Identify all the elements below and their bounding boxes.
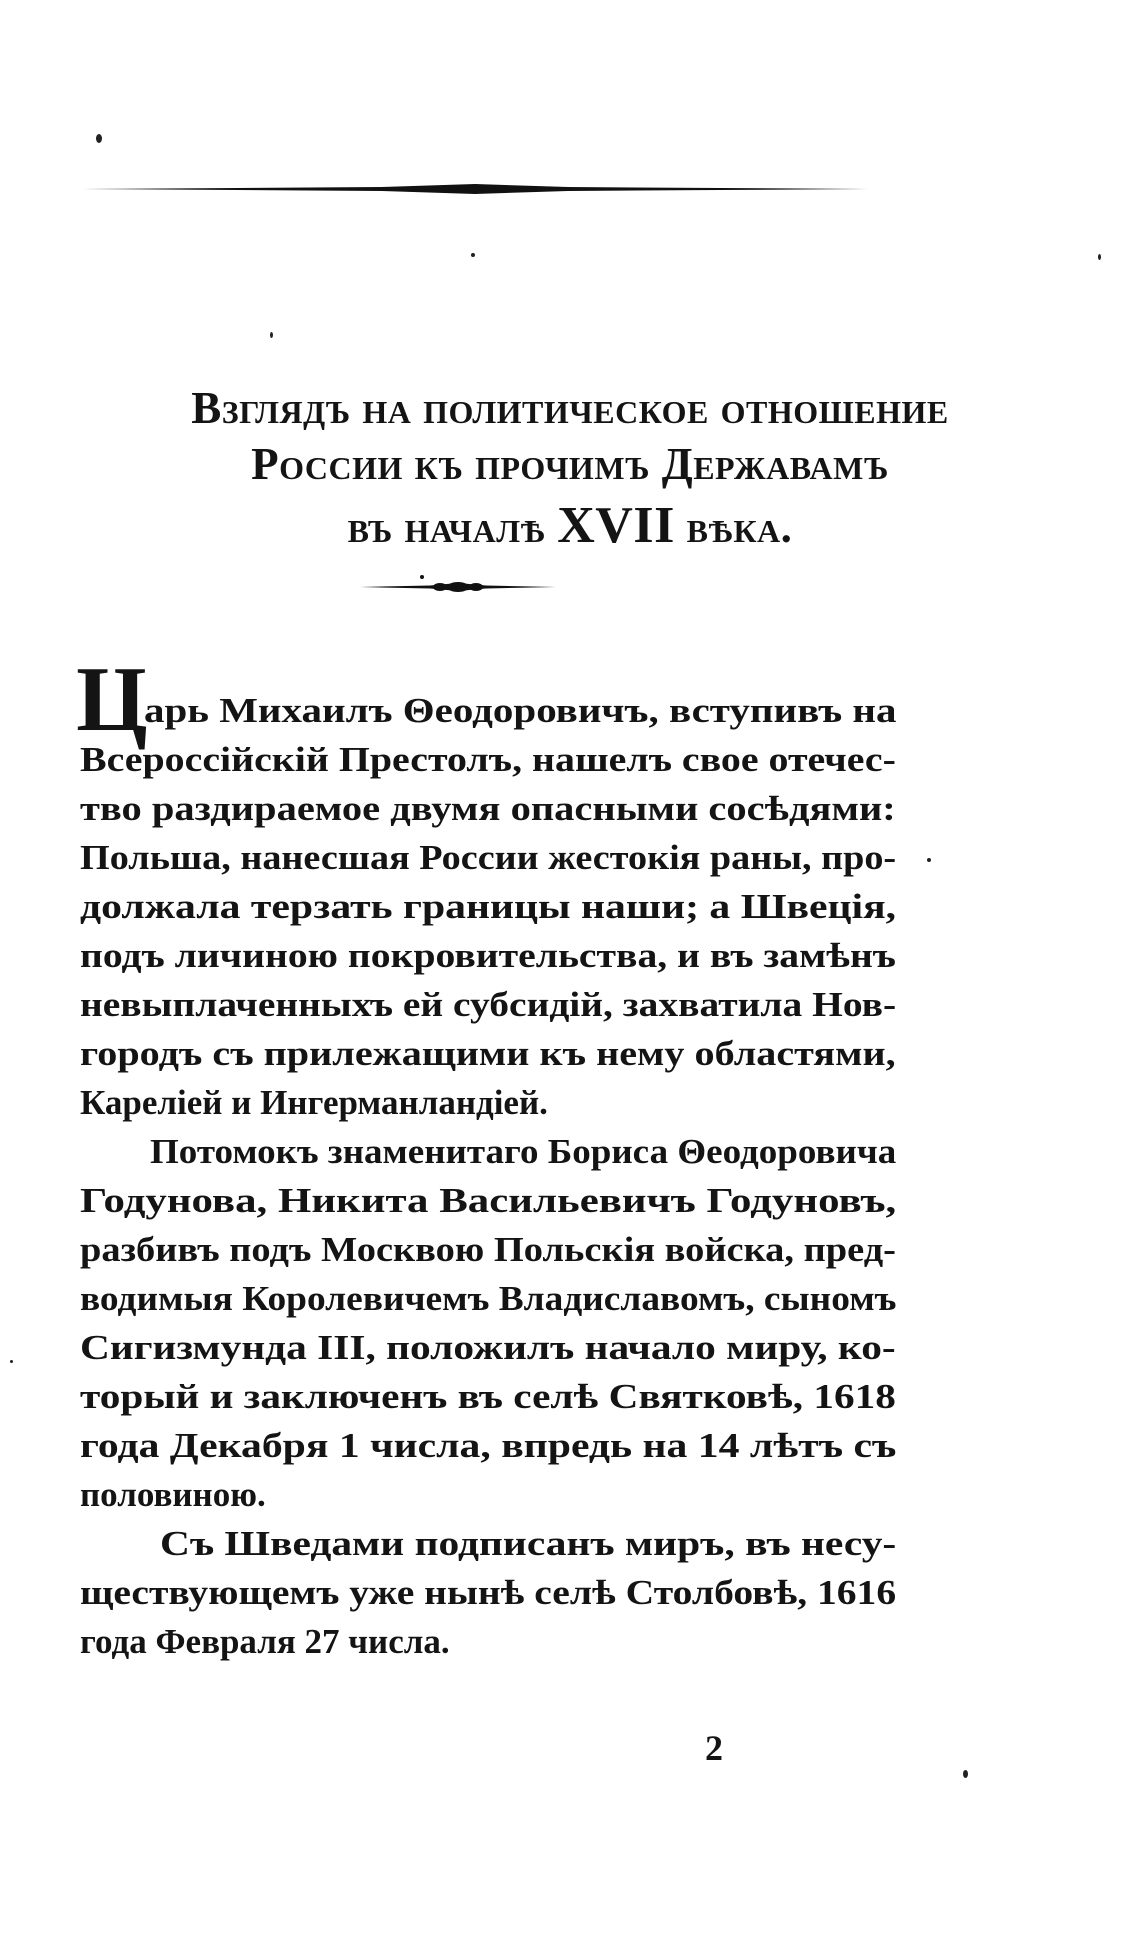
speck bbox=[471, 253, 475, 257]
body-line: городъ съ прилежащими къ нему областями, bbox=[80, 1034, 896, 1073]
body-line: должала терзать границы наши; а Швецiя, bbox=[80, 887, 897, 926]
body-line: невыплаченныхъ ей субсидiй, захватила Нов- bbox=[80, 985, 897, 1024]
body-line: Потомокъ знаменитаго Бориса Θеодоровича bbox=[150, 1132, 897, 1171]
speck bbox=[1098, 254, 1101, 260]
body-line: водимыя Королевичемъ Владиславомъ, сыномъ bbox=[80, 1279, 897, 1318]
speck bbox=[927, 858, 931, 862]
body-line: тво раздираемое двумя опасными сосѣдями: bbox=[80, 789, 896, 828]
body-line: Съ Шведами подписанъ миръ, въ несу- bbox=[160, 1524, 897, 1563]
speck bbox=[96, 134, 102, 143]
body-line: года Декабря 1 числа, впредь на 14 лѣтъ съ bbox=[80, 1426, 897, 1465]
body-line: Польша, нанесшая России жестокiя раны, про- bbox=[80, 838, 897, 877]
speck bbox=[963, 1770, 968, 1778]
title-ornament bbox=[360, 572, 556, 602]
body-line: Карелiей и Ингерманландiей. bbox=[80, 1083, 548, 1122]
body-line: Всероссiйскiй Престолъ, нашелъ свое отечес- bbox=[80, 740, 896, 779]
body-line: арь Михаилъ Θеодоровичъ, вступивъ на bbox=[144, 691, 897, 730]
top-rule bbox=[82, 180, 868, 198]
body-line: торый и заключенъ въ селѣ Святковѣ, 1618 bbox=[80, 1377, 896, 1416]
drop-cap: Ц bbox=[76, 648, 148, 750]
title-line-3: въ началѣ XVII вѣка. bbox=[347, 497, 793, 554]
title-line-1: Взглядъ на политическое отношение bbox=[191, 383, 949, 433]
body-line: подъ личиною покровительства, и въ замѣнъ bbox=[80, 936, 896, 975]
body-line: Сигизмунда III, положилъ начало миру, ко- bbox=[80, 1328, 896, 1367]
speck bbox=[10, 1360, 13, 1363]
body-line: половиною. bbox=[80, 1475, 266, 1514]
body-line: Годунова, Никита Васильевичъ Годуновъ, bbox=[80, 1181, 897, 1220]
body-line: разбивъ подъ Москвою Польскiя войска, пред- bbox=[80, 1230, 896, 1269]
speck bbox=[270, 332, 273, 338]
body-line: года Февраля 27 числа. bbox=[80, 1622, 450, 1661]
title-line-2: России къ прочимъ Державамъ bbox=[251, 439, 889, 489]
page-number: 2 bbox=[705, 1728, 723, 1768]
body-line: ществующемъ уже нынѣ селѣ Столбовѣ, 1616 bbox=[80, 1573, 897, 1612]
